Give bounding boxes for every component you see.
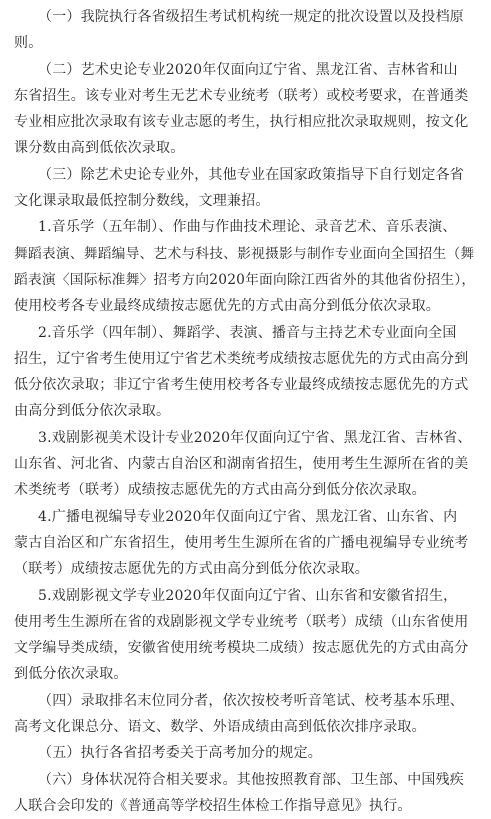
text-line: （一）我院执行各省级招生考试机构统一规定的批次设置以及投档原	[38, 9, 464, 25]
text-line: 东省招生。该专业对考生无艺术专业统考（联考）或校考要求，在普通类	[14, 87, 469, 104]
text-line: 高考文化课总分、语文、数学、外语成绩由高到低依次排序录取。	[14, 719, 426, 736]
text-line: 舞蹈表演、舞蹈编导、艺术与科技、影视摄影与制作专业面向全国招生（舞	[14, 245, 475, 262]
text-line: （三）除艺术史论专业外，其他专业在国家政策指导下自行划定各省	[38, 166, 464, 183]
text-line: 低分依次录取；非辽宁省考生使用校考各专业最终成绩按志愿优先的方式	[14, 377, 469, 394]
text-line: 术类统考（联考）成绩按志愿优先的方式由高分到低分依次录取。	[14, 482, 426, 499]
text-line: 3.戏剧影视美术设计专业2020年仅面向辽宁省、黑龙江省、吉林省、	[38, 429, 472, 446]
text-line: 山东省、河北省、内蒙古自治区和湖南省招生，使用考生生源所在省的美	[14, 456, 469, 473]
text-line: 1.音乐学（五年制）、作曲与作曲技术理论、录音艺术、音乐表演、	[38, 219, 457, 236]
text-line: 专业相应批次录取有该专业志愿的考生，执行相应批次录取规则，按文化	[14, 114, 469, 131]
text-line: 文学编导类成绩，安徽省使用统考模块二成绩）按志愿优先的方式由高分	[14, 640, 469, 657]
text-line: 2.音乐学（四年制）、舞蹈学、表演、播音与主持艺术专业面向全国	[38, 324, 457, 341]
text-line: 蒙古自治区和广东省招生，使用考生生源所在省的广播电视编导专业统考	[14, 534, 469, 551]
text-line: 5.戏剧影视文学专业2020年仅面向辽宁省、山东省和安徽省招生，	[38, 587, 458, 604]
text-line: 使用校考各专业最终成绩按志愿优先的方式由高分到低分依次录取。	[14, 298, 440, 315]
text-line: （六）身体状况符合相关要求。其他按照教育部、卫生部、中国残疾	[38, 771, 464, 788]
text-line: 课分数由高到低依次录取。	[14, 140, 185, 157]
text-line: 4.广播电视编导专业2020年仅面向辽宁省、黑龙江省、山东省、内	[38, 508, 458, 525]
text-line: 由高分到低分依次录取。	[14, 403, 171, 420]
text-line: 人联合会印发的《普通高等学校招生体检工作指导意见》执行。	[14, 797, 412, 814]
text-line: （四）录取排名末位同分者，依次按校考听音笔试、校考基本乐理、	[38, 692, 464, 709]
text-line: （五）执行各省招考委关于高考加分的规定。	[38, 745, 322, 762]
text-line: （二）艺术史论专业2020年仅面向辽宁省、黑龙江省、吉林省和山	[38, 61, 458, 78]
text-line: 蹈表演〈国际标准舞〉招考方向2020年面向除江西省外的其他省份招生），	[14, 271, 476, 288]
text-line: 招生，辽宁省考生使用辽宁省艺术类统考成绩按志愿优先的方式由高分到	[14, 350, 469, 367]
text-line: 文化课录取最低控制分数线，文理兼招。	[14, 193, 270, 210]
text-line: 到低分依次录取。	[14, 666, 128, 683]
text-line: （联考）成绩按志愿优先的方式由高分到低分依次录取。	[14, 561, 369, 578]
text-line: 则。	[14, 35, 43, 52]
text-line: 使用考生生源所在省的戏剧影视文学专业统考（联考）成绩（山东省使用	[14, 613, 469, 630]
